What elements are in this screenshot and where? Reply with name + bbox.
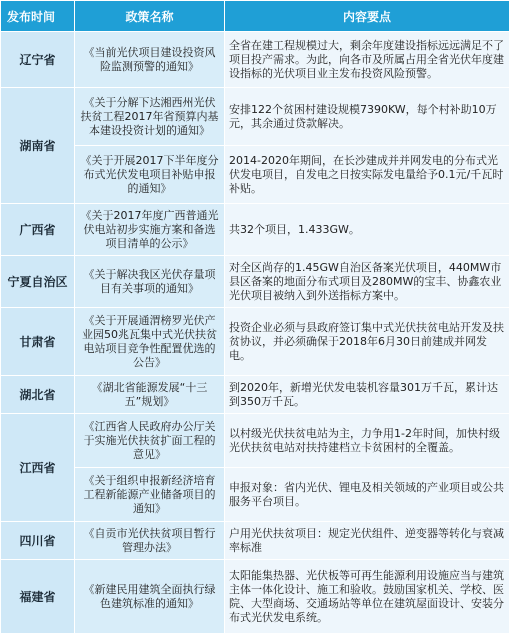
points-cell: 太阳能集热器、光伏板等可再生能源利用设施应当与建筑主体一体化设计、施工和验收。鼓励国家机关、学校、医院、大型商场、交通场站等单位在建筑屋面设计、安装分布式光伏发电系统。 xyxy=(225,560,509,634)
policy-cell: 《关于解决我区光伏存量项目有关事项的通知》 xyxy=(75,256,225,308)
policy-cell: 《江西省人民政府办公厅关于实施光伏扶贫扩面工程的意见》 xyxy=(75,414,225,468)
points-cell: 对全区尚存的1.45GW自治区备案光伏项目，440MW市县区备案的地面分布式项目及280MW的宝丰、协鑫农业光伏项目被纳入到外送指标方案中。 xyxy=(225,256,509,308)
policy-cell: 《关于开展2017下半年度分布式光伏发电项目补贴申报的通知》 xyxy=(75,146,225,204)
province-cell: 宁夏自治区 xyxy=(1,256,75,308)
table-row xyxy=(1,468,509,522)
table-row xyxy=(1,146,509,204)
table-row xyxy=(1,256,509,308)
province-cell: 湖南省 xyxy=(1,88,75,204)
table-row xyxy=(1,308,509,376)
points-cell: 投资企业必须与县政府签订集中式光伏扶贫电站开发及扶贫协议，并必须确保于2018年6月30日前建成并网发电。 xyxy=(225,308,509,376)
province-cell: 辽宁省 xyxy=(1,32,75,88)
policy-cell: 《湖北省能源发展“十三五”规划》 xyxy=(75,376,225,414)
province-cell: 甘肃省 xyxy=(1,308,75,376)
header-row xyxy=(1,1,509,32)
policy-cell: 《关于开展通渭榜罗光伏产业园50兆瓦集中式光伏扶贫电站项目竞争性配置优选的公告》 xyxy=(75,308,225,376)
table-row xyxy=(1,88,509,146)
points-cell: 共32个项目，1.433GW。 xyxy=(225,204,509,256)
points-cell: 申报对象：省内光伏、锂电及相关领域的产业项目或公共服务平台项目。 xyxy=(225,468,509,522)
province-cell: 四川省 xyxy=(1,522,75,560)
header-points: 内容要点 xyxy=(225,1,509,32)
policy-cell: 《关于分解下达湘西州光伏扶贫工程2017年省预算内基本建设投资计划的通知》 xyxy=(75,88,225,146)
header-policy: 政策名称 xyxy=(75,1,225,32)
table-row xyxy=(1,376,509,414)
points-cell: 户用光伏扶贫项目：规定光伏组件、逆变器等转化与衰减率标准 xyxy=(225,522,509,560)
points-cell: 全省在建工程规模过大，剩余年度建设指标远远满足不了项目投产需求。为此，向各市及所属占用全省光伏年度建设指标的光伏项目业主发布投资风险预警。 xyxy=(225,32,509,88)
policy-cell: 《关于2017年度广西普通光伏电站初步实施方案和备选项目清单的公示》 xyxy=(75,204,225,256)
table-row xyxy=(1,32,509,88)
province-cell: 湖北省 xyxy=(1,376,75,414)
points-cell: 以村级光伏扶贫电站为主，力争用1-2年时间，加快村级光伏扶贫电站对扶持建档立卡贫困村的全覆盖。 xyxy=(225,414,509,468)
policy-cell: 《新建民用建筑全面执行绿色建筑标准的通知》 xyxy=(75,560,225,634)
province-cell: 福建省 xyxy=(1,560,75,634)
points-cell: 到2020年，新增光伏发电装机容量301万千瓦，累计达到350万千瓦。 xyxy=(225,376,509,414)
table-row xyxy=(1,414,509,468)
policy-cell: 《关于组织申报新经济培育工程新能源产业储备项目的通知》 xyxy=(75,468,225,522)
header-date: 发布时间 xyxy=(1,1,75,32)
province-cell: 江西省 xyxy=(1,414,75,522)
policy-cell: 《自贡市光伏扶贫项目暂行管理办法》 xyxy=(75,522,225,560)
points-cell: 2014-2020年期间，在长沙建成并并网发电的分布式光伏发电项目，自发电之日按实际发电量给予0.1元/千瓦时补贴。 xyxy=(225,146,509,204)
points-cell: 安排122个贫困村建设规模7390KW，每个村补助10万元，其余通过贷款解决。 xyxy=(225,88,509,146)
table-row xyxy=(1,204,509,256)
policy-cell: 《当前光伏项目建设投资风险监测预警的通知》 xyxy=(75,32,225,88)
table-row xyxy=(1,522,509,560)
table-row xyxy=(1,560,509,634)
province-cell: 广西省 xyxy=(1,204,75,256)
